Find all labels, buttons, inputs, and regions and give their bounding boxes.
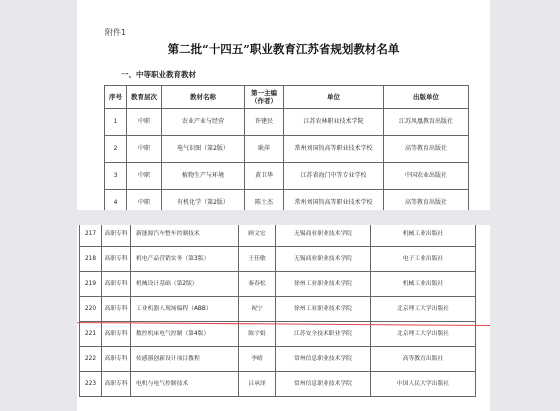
cell-index: 2 <box>105 136 127 163</box>
cell-level: 高职专科 <box>102 272 131 297</box>
cell-index: 223 <box>80 372 102 397</box>
table-row <box>105 136 469 163</box>
cell-level: 中职 <box>127 190 162 211</box>
header-level: 教育层次 <box>127 86 162 109</box>
cell-author: 许建民 <box>245 109 284 136</box>
cell-level: 高职专科 <box>102 347 131 372</box>
cell-name: 电机与电气控制技术 <box>131 372 239 397</box>
header-unit: 单位 <box>284 86 384 109</box>
cell-publisher: 中国农业出版社 <box>384 163 469 190</box>
cell-level: 高职专科 <box>102 225 131 247</box>
cell-unit: 徐州工业职业技术学院 <box>276 297 371 322</box>
cell-publisher: 北京理工大学出版社 <box>371 322 476 347</box>
cell-name: 农业产业与经营 <box>162 109 245 136</box>
cell-level: 高职专科 <box>102 247 131 272</box>
attachment-label: 附件1 <box>105 28 127 37</box>
cell-name: 有机化学（第2版） <box>162 190 245 211</box>
cell-unit: 常州刘国钧高等职业技术学校 <box>284 136 384 163</box>
cell-unit: 常州刘国钧高等职业技术学校 <box>284 190 384 211</box>
cell-publisher: 机械工业出版社 <box>371 225 476 247</box>
cell-author: 吕承泽 <box>239 372 276 397</box>
cell-index: 218 <box>80 247 102 272</box>
cell-author: 秦春松 <box>239 272 276 297</box>
table-row <box>105 109 469 136</box>
cell-index: 219 <box>80 272 102 297</box>
cell-unit: 常州信息职业技术学院 <box>276 347 371 372</box>
header-author: 第一主编（作者） <box>245 86 284 109</box>
cell-author: 王佳敏 <box>239 247 276 272</box>
cell-author: 耿萍 <box>245 136 284 163</box>
cell-name: 机械设计基础（第2版） <box>131 272 239 297</box>
cell-unit: 江苏农林职业技术学院 <box>284 109 384 136</box>
cell-index: 222 <box>80 347 102 372</box>
cell-author: 祝宁 <box>239 297 276 322</box>
cell-publisher: 江苏凤凰教育出版社 <box>384 109 469 136</box>
cell-level: 中职 <box>127 163 162 190</box>
table-row <box>80 225 476 247</box>
document-page-1 <box>77 0 490 210</box>
cell-level: 中职 <box>127 136 162 163</box>
table-row <box>80 272 476 297</box>
table-row <box>80 297 476 322</box>
cell-level: 中职 <box>127 109 162 136</box>
cell-author: 黄卫华 <box>245 163 284 190</box>
cell-name: 机电产品营销实务（第3版） <box>131 247 239 272</box>
table-row <box>105 190 469 211</box>
header-publisher: 出版单位 <box>384 86 469 109</box>
cell-level: 高职专科 <box>102 322 131 347</box>
textbook-table-part-2 <box>79 225 476 397</box>
cell-publisher: 高等教育出版社 <box>371 347 476 372</box>
table-row <box>80 372 476 397</box>
cell-index: 221 <box>80 322 102 347</box>
cell-unit: 无锡商业职业技术学院 <box>276 225 371 247</box>
cell-unit: 常州信息职业技术学院 <box>276 372 371 397</box>
table-row <box>80 247 476 272</box>
header-index: 序号 <box>105 86 127 109</box>
cell-index: 3 <box>105 163 127 190</box>
document-page-2 <box>77 225 490 411</box>
cell-publisher: 高等教育出版社 <box>384 190 469 211</box>
cell-unit: 江苏安全技术职业学院 <box>276 322 371 347</box>
textbook-table-part-1 <box>104 85 469 210</box>
page-separator <box>0 210 560 225</box>
section-heading: 一、中等职业教育教材 <box>121 70 196 79</box>
header-name: 教材名称 <box>162 86 245 109</box>
cell-publisher: 中国人民大学出版社 <box>371 372 476 397</box>
cell-publisher: 北京理工大学出版社 <box>371 297 476 322</box>
cell-index: 217 <box>80 225 102 247</box>
table-header-row <box>105 86 469 109</box>
cell-index: 4 <box>105 190 127 211</box>
cell-author: 陈士杰 <box>245 190 284 211</box>
cell-name: 新能源汽车整车控制技术 <box>131 225 239 247</box>
cell-name: 工业机器人现场编程（ABB） <box>131 297 239 322</box>
cell-unit: 无锡商业职业技术学院 <box>276 247 371 272</box>
cell-publisher: 电子工业出版社 <box>371 247 476 272</box>
cell-index: 1 <box>105 109 127 136</box>
cell-author: 李晴 <box>239 347 276 372</box>
table-row <box>80 347 476 372</box>
cell-author: 陈宇娟 <box>239 322 276 347</box>
cell-name: 电气识图（第2版） <box>162 136 245 163</box>
document-title: 第二批“十四五”职业教育江苏省规划教材名单 <box>167 42 400 56</box>
cell-name: 数控机床电气控制（第4版） <box>131 322 239 347</box>
cell-level: 高职专科 <box>102 297 131 322</box>
cell-author: 顾文宏 <box>239 225 276 247</box>
cell-unit: 徐州工业职业技术学院 <box>276 272 371 297</box>
cell-level: 高职专科 <box>102 372 131 397</box>
cell-unit: 江苏省海门中等专业学校 <box>284 163 384 190</box>
cell-index: 220 <box>80 297 102 322</box>
cell-name: 传感器创新设计项目教程 <box>131 347 239 372</box>
cell-publisher: 机械工业出版社 <box>371 272 476 297</box>
cell-name: 植物生产与环境 <box>162 163 245 190</box>
cell-publisher: 高等教育出版社 <box>384 136 469 163</box>
table-row <box>105 163 469 190</box>
